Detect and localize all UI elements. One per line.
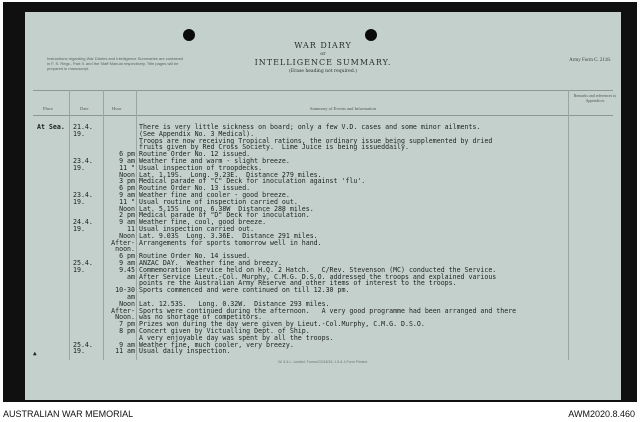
entry-hour: Noon. bbox=[115, 313, 135, 322]
entry-date: 23.4. bbox=[73, 157, 93, 165]
header-rule-top bbox=[33, 90, 613, 91]
entry-summary: Sports commenced and were continued on till 12.30 pm. bbox=[139, 286, 350, 295]
entry-summary: Usual inspection of troopdecks. bbox=[139, 163, 263, 172]
diary-title: WAR DIARY bbox=[294, 41, 352, 50]
entry-place: At Sea. bbox=[37, 123, 65, 131]
entry-hour: 3 pm bbox=[119, 177, 135, 186]
entry-summary: Lat. 5.15S Long. 6.38W Distance 288 miles. bbox=[139, 204, 314, 213]
entry-summary: Routine Order No. 13 issued. bbox=[139, 184, 251, 193]
document-frame bbox=[3, 2, 637, 402]
entry-summary: Weather fine and cooler - good breeze. bbox=[139, 191, 290, 199]
entry-hour: Noon bbox=[119, 204, 135, 213]
source-caption: AUSTRALIAN WAR MEMORIAL bbox=[3, 409, 134, 419]
entry-date: 25.4. bbox=[73, 340, 93, 349]
entry-summary: Commemoration Service held on H.Q. 2 Hatch. C/Rev. Stevenson (MC) conducted the Service. bbox=[139, 265, 497, 274]
entry-date: 19. bbox=[73, 197, 85, 206]
entry-date: 24.4. bbox=[73, 218, 93, 227]
entry-hour: 11 am bbox=[115, 347, 135, 356]
entry-summary: Usual inspection carried out. bbox=[139, 225, 255, 233]
entry-hour: After- bbox=[111, 306, 135, 315]
entry-summary: Weather fine, cool, good breeze. bbox=[139, 218, 267, 227]
col-remarks-header: Remarks and references to Appendices bbox=[573, 93, 617, 103]
punch-hole bbox=[183, 29, 195, 41]
entry-hour: 6 pm bbox=[119, 252, 135, 261]
instructions-note: Instructions regarding War Diaries and Intelligence Summaries are contained in F. S. Regs., Part II. and the Staff Manual respectively. Title pages will be prepared in manuscript. bbox=[47, 56, 184, 71]
col-date-header: Date bbox=[80, 106, 89, 111]
col-hour-header: Hour bbox=[112, 106, 122, 111]
col-place-header: Place bbox=[43, 106, 53, 111]
entry-hour: 9 am bbox=[119, 340, 135, 349]
entry-date: 19. bbox=[73, 347, 85, 356]
entry-hour: 9 am bbox=[119, 157, 135, 165]
entry-hour: Noon bbox=[119, 299, 135, 308]
entry-date: 19. bbox=[73, 265, 85, 274]
entry-summary: Lat. 12.53S. Long. 0.32W. Distance 293 miles. bbox=[139, 299, 330, 308]
entry-summary: Medical parade of "C" Deck for inoculation against 'flu'. bbox=[139, 177, 366, 186]
entry-summary: Arrangements for sports tomorrow well in hand. bbox=[139, 238, 322, 247]
entry-summary: Weather fine, much cooler, very breezy. bbox=[139, 340, 294, 349]
entry-summary: fruits given by Red Cross Society. Lime Juice is being issueddaily. bbox=[139, 143, 409, 152]
entry-hour: 9 am bbox=[119, 191, 135, 199]
header-rule-bottom bbox=[33, 115, 613, 116]
entry-summary: Weather fine and warm - slight breeze. bbox=[139, 157, 290, 165]
column-divider bbox=[69, 90, 70, 360]
entry-summary: Troops are now receiving Tropical rations, the ordinary issue being supplemented by dried bbox=[139, 136, 493, 145]
entry-hour: 10-30 bbox=[115, 286, 135, 295]
entry-summary: Medical parade of "D" Deck for inoculation. bbox=[139, 211, 310, 220]
entry-hour: 2 pm bbox=[119, 211, 135, 220]
entry-date: 23.4. bbox=[73, 191, 93, 199]
entry-summary: Routine Order No. 12 issued. bbox=[139, 150, 251, 159]
entry-summary: Routine Order No. 14 issued. bbox=[139, 252, 251, 261]
entry-date: 19. bbox=[73, 163, 85, 172]
entry-date: 19. bbox=[73, 129, 85, 138]
entry-summary: points re the Australian Army Reserve and other items of interest to the troops. bbox=[139, 279, 457, 288]
entry-summary: Concert given by Victualling Dept. of Ship. bbox=[139, 327, 310, 335]
entry-hour: Noon bbox=[119, 170, 135, 179]
entry-hour: 6 pm bbox=[119, 184, 135, 193]
entry-summary: Prizes won during the day were given by Lieut.-Col.Murphy, C.M.G. D.S.O. bbox=[139, 320, 425, 329]
form-number: Army Form C. 2118. bbox=[569, 58, 611, 63]
entry-hour: am bbox=[127, 272, 135, 281]
margin-mark: ▲ bbox=[33, 350, 37, 357]
printer-footer: W. 5 & L. Limited. Forms/C2118/15. 1.5 & 4 Form Printed. bbox=[278, 360, 368, 364]
entry-summary: (See Appendix No. 3 Medical). bbox=[139, 129, 255, 138]
accession-number: AWM2020.8.460 bbox=[568, 409, 635, 419]
entry-hour: 6 pm bbox=[119, 150, 135, 159]
diary-subtitle: INTELLIGENCE SUMMARY. bbox=[254, 58, 392, 67]
entry-summary: was no shortage of competitors. bbox=[139, 313, 263, 322]
entry-summary: Lat. 1.19S. Long. 9.23E. Distance 279 miles. bbox=[139, 170, 322, 179]
entry-hour: 11 " bbox=[119, 163, 135, 172]
entry-hour: 7 pm bbox=[119, 320, 135, 329]
entry-summary: Lat. 9.03S Long. 3.36E. Distance 291 miles. bbox=[139, 231, 318, 240]
entry-hour: noon. bbox=[115, 245, 135, 254]
entry-summary: After Service Lieut.-Col. Murphy, C.M.G. D.S.O. addressed the troops and explained various bbox=[139, 272, 497, 281]
entry-hour: 11 bbox=[127, 225, 135, 233]
entry-hour: 8 pm bbox=[119, 327, 135, 335]
entry-hour: Noon bbox=[119, 231, 135, 240]
column-divider bbox=[103, 90, 104, 360]
entry-summary: Usual daily inspection. bbox=[139, 347, 231, 356]
entry-hour: 9.45 bbox=[119, 265, 135, 274]
column-divider bbox=[136, 90, 137, 360]
entry-hour: 9 am bbox=[119, 259, 135, 267]
entry-hour: After- bbox=[111, 238, 135, 247]
entry-date: 19. bbox=[73, 225, 85, 233]
entry-date: 21.4. bbox=[73, 123, 93, 131]
entry-summary: Usual routine of inspection carried out. bbox=[139, 197, 298, 206]
col-summary-header: Summary of Events and Information bbox=[310, 106, 376, 111]
entry-summary: Sports were continued during the afternoon. A very good programme had been arranged and there bbox=[139, 306, 517, 315]
entry-summary: There is very little sickness on board; only a few V.D. cases and some minor ailments. bbox=[139, 123, 481, 131]
punch-hole bbox=[365, 29, 377, 41]
war-diary-page bbox=[25, 12, 621, 400]
entry-summary: A very enjoyable day was spent by all the troops. bbox=[139, 333, 334, 342]
entry-hour: 9 am bbox=[119, 218, 135, 227]
entry-hour: 11 " bbox=[119, 197, 135, 206]
entry-hour: am bbox=[127, 293, 135, 301]
erase-note: (Erase heading not required.) bbox=[289, 69, 357, 74]
entry-summary: ANZAC DAY. Weather fine and breezy. bbox=[139, 259, 282, 267]
title-or: or bbox=[320, 51, 326, 57]
entry-date: 25.4. bbox=[73, 259, 93, 267]
